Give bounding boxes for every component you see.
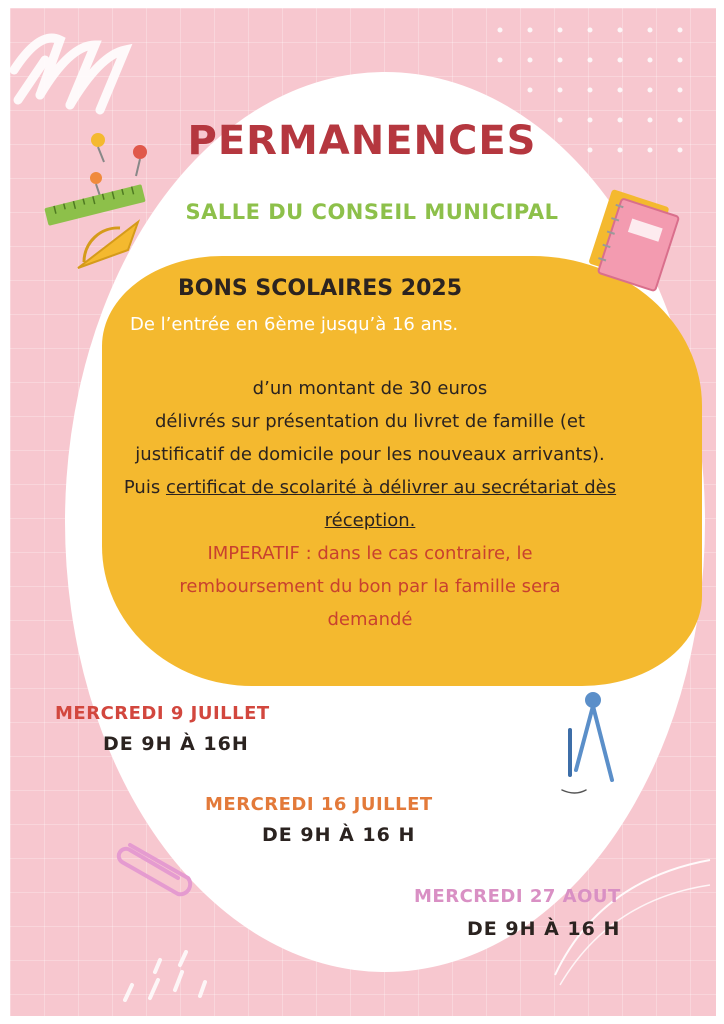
- schedule-time-3: DE 9H À 16 H: [467, 918, 621, 940]
- imperative-text: IMPERATIF : dans le cas contraire, le remboursement du bon par la famille sera demandé: [179, 543, 561, 630]
- section-heading: BONS SCOLAIRES 2025: [178, 276, 463, 301]
- page-title: PERMANENCES: [187, 118, 537, 164]
- venue-subtitle: SALLE DU CONSEIL MUNICIPAL: [185, 200, 559, 224]
- certificate-text: certificat de scolarité à délivrer au secrétariat dès réception.: [165, 477, 617, 531]
- protractor-icon: [78, 222, 138, 268]
- delivery-text: délivrés sur présentation du livret de famille (et justificatif de domicile pour les nouveaux arrivants).: [135, 411, 605, 465]
- bottom-brush-strokes-icon: [125, 952, 205, 1000]
- schedule-date-1: MERCREDI 9 JUILLET: [55, 703, 270, 724]
- compass-icon: [562, 694, 612, 793]
- schedule-date-2: MERCREDI 16 JUILLET: [205, 794, 433, 815]
- paperclip-icon: [119, 845, 190, 894]
- brush-strokes-icon: [14, 38, 125, 110]
- details-text-block: [100, 372, 640, 636]
- then-prefix: Puis: [123, 477, 161, 498]
- schedule-time-2: DE 9H À 16 H: [262, 824, 416, 846]
- amount-line: d’un montant de 30 euros: [252, 378, 488, 399]
- age-range-text: De l’entrée en 6ème jusqu’à 16 ans.: [130, 314, 459, 335]
- certificate-line: [100, 471, 640, 537]
- schedule-time-1: DE 9H À 16H: [103, 733, 249, 755]
- schedule-date-3: MERCREDI 27 AOUT: [414, 886, 621, 907]
